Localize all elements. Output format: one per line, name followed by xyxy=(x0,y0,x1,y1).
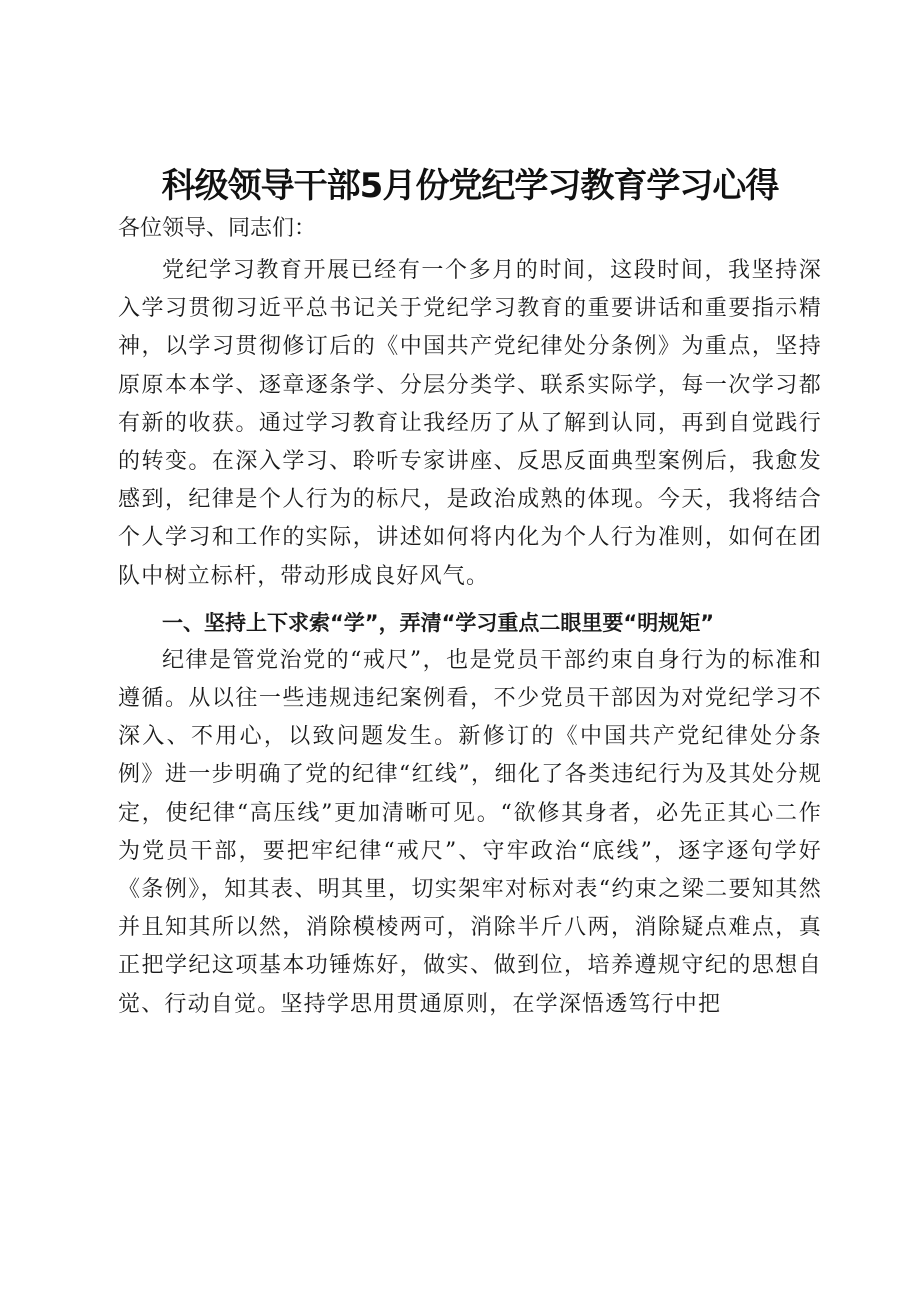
document-page xyxy=(118,160,822,1024)
section-heading-1: 一、坚持上下求索“学”，弄清“学习重点二眼里要“明规矩” xyxy=(162,610,715,635)
document-title: 科级领导干部5月份党纪学习教育学习心得 xyxy=(161,166,779,206)
paragraph-section-1: 纪律是管党治党的“戒尺”，也是党员干部约束自身行为的标准和遵循。从以往一些违规违纪案例看，不少党员干部因为对党纪学习不深入、不用心，以致问题发生。新修订的《中国共产党纪律处分条例》进一步明确了党的纪律“红线”，细化了各类违纪行为及其处分规定，使纪律“高压线”更加清晰可见。“欲修其身者，必先正其心二作为党员干部，要把牢纪律“戒尺”、守牢政治“底线”，逐字逐句学好《条例》，知其表、明其里，切实架牢对标对表“约束之梁二要知其然并且知其所以然，消除模棱两可，消除半斤八两，消除疑点难点，真正把学纪这项基本功锤炼好，做实、做到位，培养遵规守纪的思想自觉、行动自觉。坚持学思用贯通原则，在学深悟透笃行中把 xyxy=(118,647,822,1017)
paragraph-intro: 党纪学习教育开展已经有一个多月的时间，这段时间，我坚持深入学习贯彻习近平总书记关于党纪学习教育的重要讲话和重要指示精神，以学习贯彻修订后的《中国共产党纪律处分条例》为重点，坚持原原本本学、逐章逐条学、分层分类学、联系实际学，每一次学习都有新的收获。通过学习教育让我经历了从了解到认同，再到自觉践行的转变。在深入学习、聆听专家讲座、反思反面典型案例后，我愈发感到，纪律是个人行为的标尺，是政治成熟的体现。今天，我将结合个人学习和工作的实际，讲述如何将内化为个人行为准则，如何在团队中树立标杆，带动形成良好风气。 xyxy=(118,258,822,589)
salutation: 各位领导、同志们： xyxy=(118,216,317,241)
